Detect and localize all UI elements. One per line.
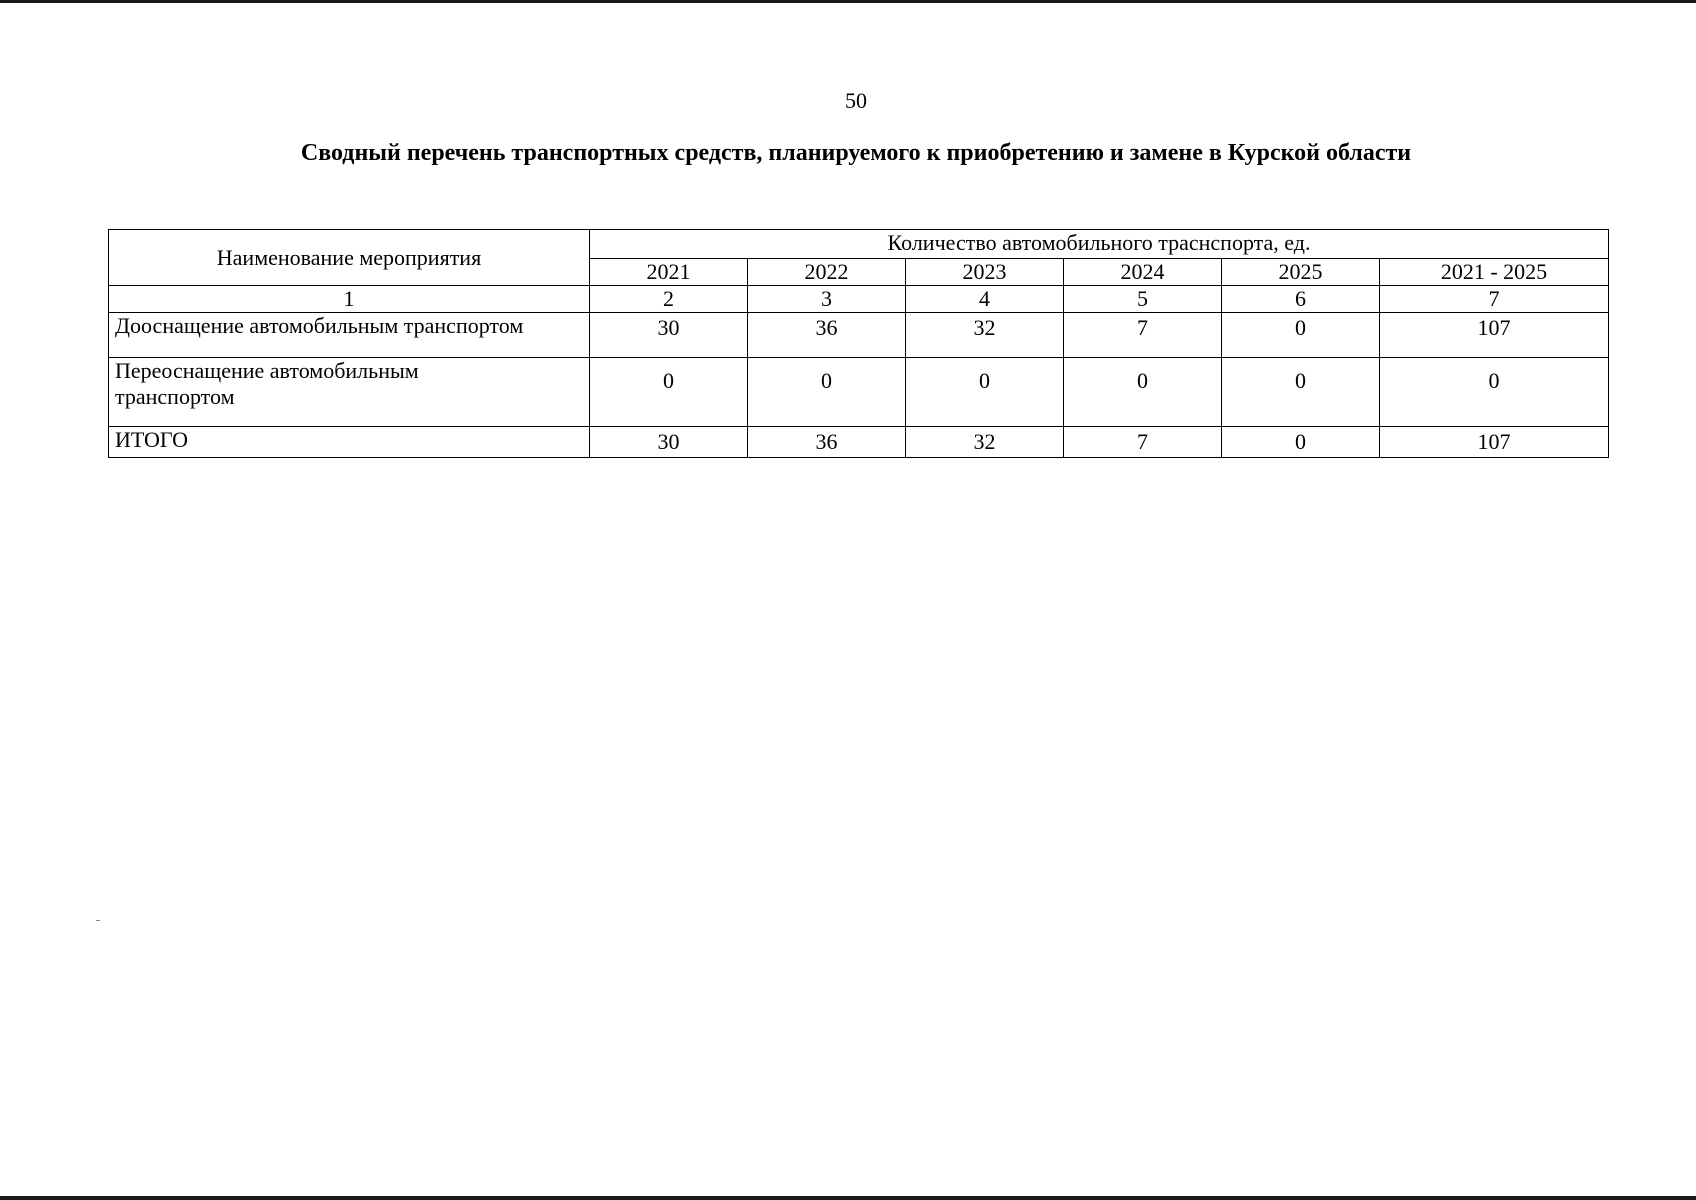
row-value: 7 [1064, 427, 1222, 458]
page-number: 50 [845, 88, 867, 113]
row-value: 32 [906, 427, 1064, 458]
row-value: 0 [1222, 313, 1380, 358]
column-number: 6 [1222, 286, 1380, 313]
row-value: 0 [590, 358, 748, 427]
row-value-total: 0 [1380, 358, 1609, 427]
row-value: 30 [590, 427, 748, 458]
row-value: 0 [1064, 358, 1222, 427]
scan-edge-top [0, 0, 1696, 3]
header-quantity-cell: Количество автомобильного траснспорта, ед. [590, 230, 1609, 259]
row-name: Дооснащение автомобильным транспортом [109, 313, 590, 358]
row-value: 30 [590, 313, 748, 358]
row-value: 0 [748, 358, 906, 427]
header-row-top [109, 230, 1609, 259]
row-value: 0 [906, 358, 1064, 427]
column-number: 3 [748, 286, 906, 313]
row-value: 0 [1222, 358, 1380, 427]
table-row [109, 313, 1609, 358]
row-name: Переоснащение автомобильным транспортом [109, 358, 590, 427]
year-header: 2023 [906, 259, 1064, 286]
column-number: 2 [590, 286, 748, 313]
row-value: 36 [748, 313, 906, 358]
row-value: 7 [1064, 313, 1222, 358]
scan-edge-bottom [0, 1196, 1696, 1200]
year-header: 2025 [1222, 259, 1380, 286]
column-number: 7 [1380, 286, 1609, 313]
page-title: Сводный перечень транспортных средств, планируемого к приобретению и замене в Курской области [300, 140, 1412, 166]
table-row-total [109, 427, 1609, 458]
row-value: 0 [1222, 427, 1380, 458]
column-number-row [109, 286, 1609, 313]
summary-table [108, 229, 1609, 458]
year-header: 2024 [1064, 259, 1222, 286]
year-header-total: 2021 - 2025 [1380, 259, 1609, 286]
scan-speck [96, 920, 100, 921]
column-number: 5 [1064, 286, 1222, 313]
table-row [109, 358, 1609, 427]
row-name: ИТОГО [109, 427, 590, 458]
row-value: 32 [906, 313, 1064, 358]
column-number: 4 [906, 286, 1064, 313]
row-value-total: 107 [1380, 313, 1609, 358]
row-value-total: 107 [1380, 427, 1609, 458]
year-header: 2021 [590, 259, 748, 286]
header-name-cell: Наименование мероприятия [109, 230, 590, 286]
row-value: 36 [748, 427, 906, 458]
year-header: 2022 [748, 259, 906, 286]
column-number: 1 [109, 286, 590, 313]
